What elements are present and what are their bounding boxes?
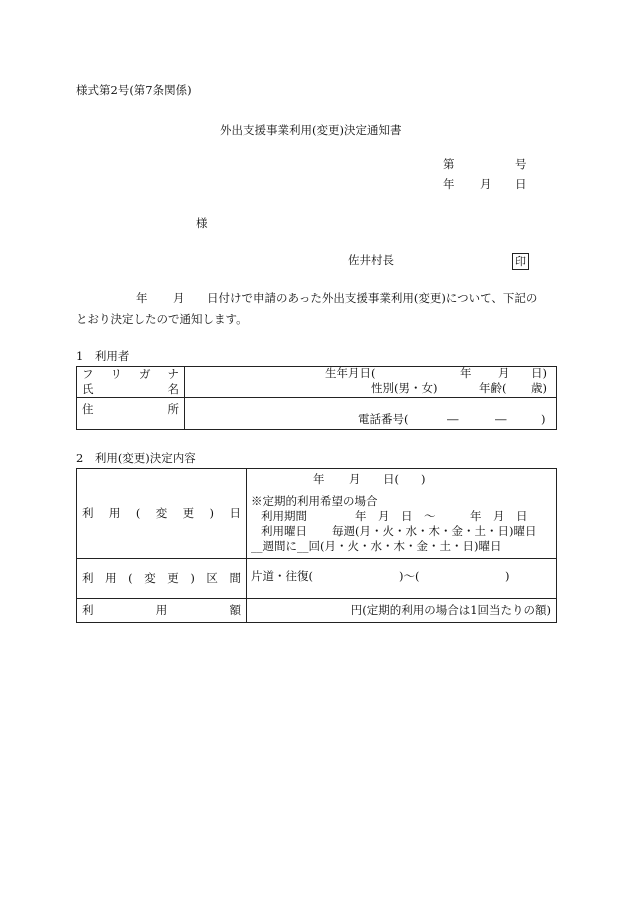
route-label-cell [77, 559, 247, 599]
age-unit: 歳) [531, 381, 547, 395]
address-label: 住 所 [82, 402, 179, 416]
issuer-name: 佐井村長 [348, 253, 394, 267]
route-label: 利 用 ( 変 更 ) 区 間 [82, 571, 241, 585]
phone-label: 電話番号( [358, 412, 409, 426]
route-end: ) [505, 569, 510, 583]
number-dai: 第 [443, 157, 455, 171]
recipient-suffix: 様 [196, 216, 208, 230]
user-table [76, 366, 557, 430]
interval-value: __週間に__回(月・火・水・木・金・土・日)曜日 [251, 539, 502, 553]
phone-dash-2: ― [495, 412, 507, 426]
phone-close: ) [541, 412, 546, 426]
birth-year: 年 [460, 366, 472, 380]
usage-year: 年 [313, 472, 325, 486]
date-day-label: 日 [515, 177, 527, 191]
birth-day: 日) [531, 366, 547, 380]
amount-label: 利 用 額 [82, 603, 241, 617]
birth-month: 月 [498, 366, 510, 380]
weekday-label: 利用曜日 [261, 524, 307, 538]
usage-date-label-cell [77, 469, 247, 559]
body-month: 月 [173, 291, 185, 305]
date-month-label: 月 [480, 177, 492, 191]
section2-heading: 2 利用(変更)決定内容 [76, 451, 196, 465]
phone-dash-1: ― [447, 412, 459, 426]
gender-field: 性別(男・女) [371, 381, 438, 395]
number-go: 号 [515, 157, 527, 171]
body-year: 年 [136, 291, 148, 305]
route-prefix: 片道・往復( [251, 569, 313, 583]
route-value-cell [247, 559, 557, 599]
usage-day-close: ) [421, 472, 426, 486]
name-label-cell [77, 367, 185, 398]
document-title: 外出支援事業利用(変更)決定通知書 [220, 123, 402, 137]
section1-heading: 1 利用者 [76, 349, 130, 363]
name-label: 氏 名 [82, 382, 179, 396]
amount-value: 円(定期的利用の場合は1回当たりの額) [350, 603, 551, 617]
address-label-cell [77, 398, 185, 430]
seal-mark: 印 [512, 253, 529, 270]
amount-label-cell [77, 599, 247, 623]
period-label: 利用期間 [261, 509, 307, 523]
age-label: 年齢( [479, 381, 507, 395]
usage-date-label: 利 用 ( 変 更 ) 日 [82, 506, 241, 520]
decision-table [76, 468, 557, 623]
date-year-label: 年 [443, 177, 455, 191]
amount-value-cell [247, 599, 557, 623]
periodic-title: ※定期的利用希望の場合 [251, 494, 378, 508]
address-value-cell [185, 398, 557, 430]
name-value-cell [185, 367, 557, 398]
body-line2: とおり決定したので通知します。 [76, 312, 248, 326]
period-value: 年 月 日 ～ 年 月 日 [355, 509, 528, 523]
birth-label: 生年月日( [325, 366, 376, 380]
usage-month: 月 [349, 472, 361, 486]
usage-date-value-cell [247, 469, 557, 559]
route-mid: )～( [399, 569, 420, 583]
form-number: 様式第2号(第7条関係) [76, 83, 192, 97]
body-line1: 日付けで申請のあった外出支援事業利用(変更)について、下記の [207, 291, 538, 305]
usage-day: 日( [383, 472, 399, 486]
furigana-label: フ リ ガ ナ [82, 367, 179, 381]
weekday-value: 毎週(月・火・水・木・金・土・日)曜日 [332, 524, 537, 538]
